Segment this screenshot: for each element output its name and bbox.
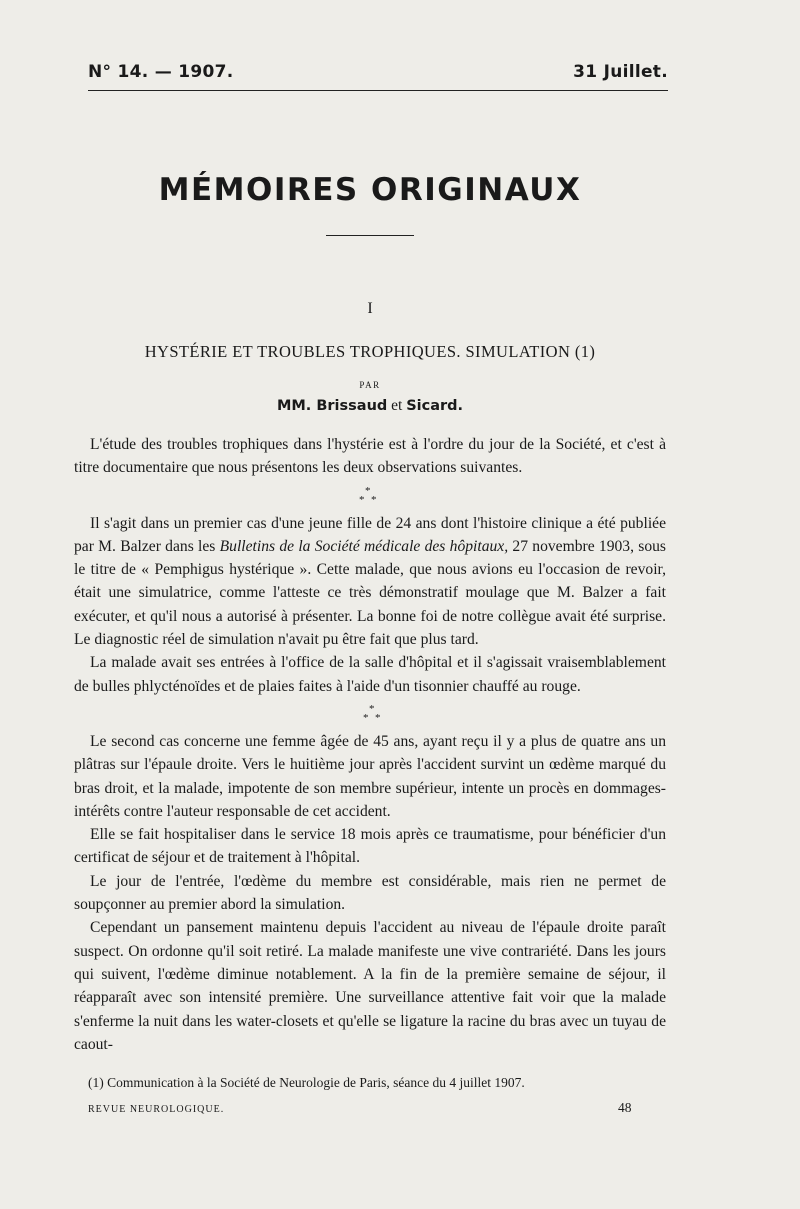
asterism-2 [74, 698, 666, 730]
paragraph-case2-bandage: Cependant un pansement maintenu depuis l'accident au niveau de l'épaule droite paraît suspect. On ordonne qu'il soit retiré. La malade manifeste une vive contrariété. Dans les jours qui suivent, l'œdème diminue notablement. A la fin de la première semaine de séjour, il réapparaît avec son intensité première. Une surveillance attentive fait voir que la malade s'enferme la nuit dans les water-closets et qu'elle se ligature la racine du bras avec un tuyau de caout- [74, 919, 666, 1053]
article-number: I [367, 300, 373, 317]
authors-and: et [391, 397, 403, 414]
paragraph-case2: Le second cas concerne une femme âgée de 45 ans, ayant reçu il y a plus de quatre ans un plâtras sur l'épaule droite. Vers le huitième jour après l'accident survint un œdème marqué du bras droit, et la malade, impotente de son membre supérieur, intente un procès en dommages-intérêts contre l'auteur responsable de cet accident. [74, 732, 666, 820]
author-brissaud: MM. Brissaud [276, 398, 388, 414]
issue-number: N° 14. — 1907. [88, 62, 234, 82]
case1-journal-title: Bulletins de la Société médicale des hôpitaux, [219, 537, 509, 555]
journal-name: REVUE NEUROLOGIQUE. [88, 1104, 225, 1115]
paragraph-case2-hospital: Elle se fait hospitaliser dans le service 18 mois après ce traumatisme, pour bénéficier d'un certificat de séjour et de traitement à l'hôpital. [74, 826, 666, 867]
asterism-1 [74, 480, 666, 512]
article-title: HYSTÉRIE ET TROUBLES TROPHIQUES. SIMULATION (1) [144, 342, 596, 361]
asterism-star: * [369, 702, 375, 715]
authors [0, 397, 740, 415]
asterism-star: * [365, 484, 371, 497]
case1-text-end: 27 novembre 1903, sous le titre de « Pemphigus hystérique ». Cette malade, que nous avions eu l'occasion de revoir, était une simulatrice, comme l'atteste ce très démonstratif moulage que M. Balzer a fait exécuter, et qu'il nous a autorisé à présenter. La bonne foi de notre collègue avait été surprise. Le diagnostic réel de simulation n'avait pu être fait que plus tard. [74, 537, 666, 649]
paragraph-case1-continued: La malade avait ses entrées à l'office de la salle d'hôpital et il s'agissait vraisemblablement de bulles phlycténoïdes et de plaies faites à l'aide d'un tisonnier chauffé au rouge. [74, 654, 666, 695]
by-line: PAR [359, 380, 381, 390]
asterism-star: * [375, 711, 381, 724]
asterism-star: * [359, 493, 365, 506]
issue-date: 31 Juillet. [573, 62, 668, 82]
header-rule [88, 90, 668, 91]
page-number: 48 [618, 1100, 632, 1115]
paragraph-case2-entry: Le jour de l'entrée, l'œdème du membre est considérable, mais rien ne permet de soupçonner au premier abord la simulation. [74, 872, 666, 914]
footnote: (1) Communication à la Société de Neurologie de Paris, séance du 4 juillet 1907. [88, 1075, 525, 1090]
title-rule [326, 235, 414, 236]
running-head [88, 62, 668, 82]
asterism-star: * [371, 493, 377, 506]
paragraph-intro: L'étude des troubles trophiques dans l'hystérie est à l'ordre du jour de la Société, et c'est à titre documentaire que nous présentons les deux observations suivantes. [74, 436, 666, 477]
paragraph-case1 [74, 512, 666, 652]
asterism-star: * [363, 711, 369, 724]
article-body [74, 433, 666, 1056]
section-title: MÉMOIRES ORIGINAUX [158, 172, 582, 208]
case1-text-start: Il s'agit dans un premier cas d'une jeune fille de 24 ans dont l'histoire clinique a été publiée par M. Balzer dans les [74, 514, 666, 555]
author-sicard: Sicard. [406, 398, 464, 414]
